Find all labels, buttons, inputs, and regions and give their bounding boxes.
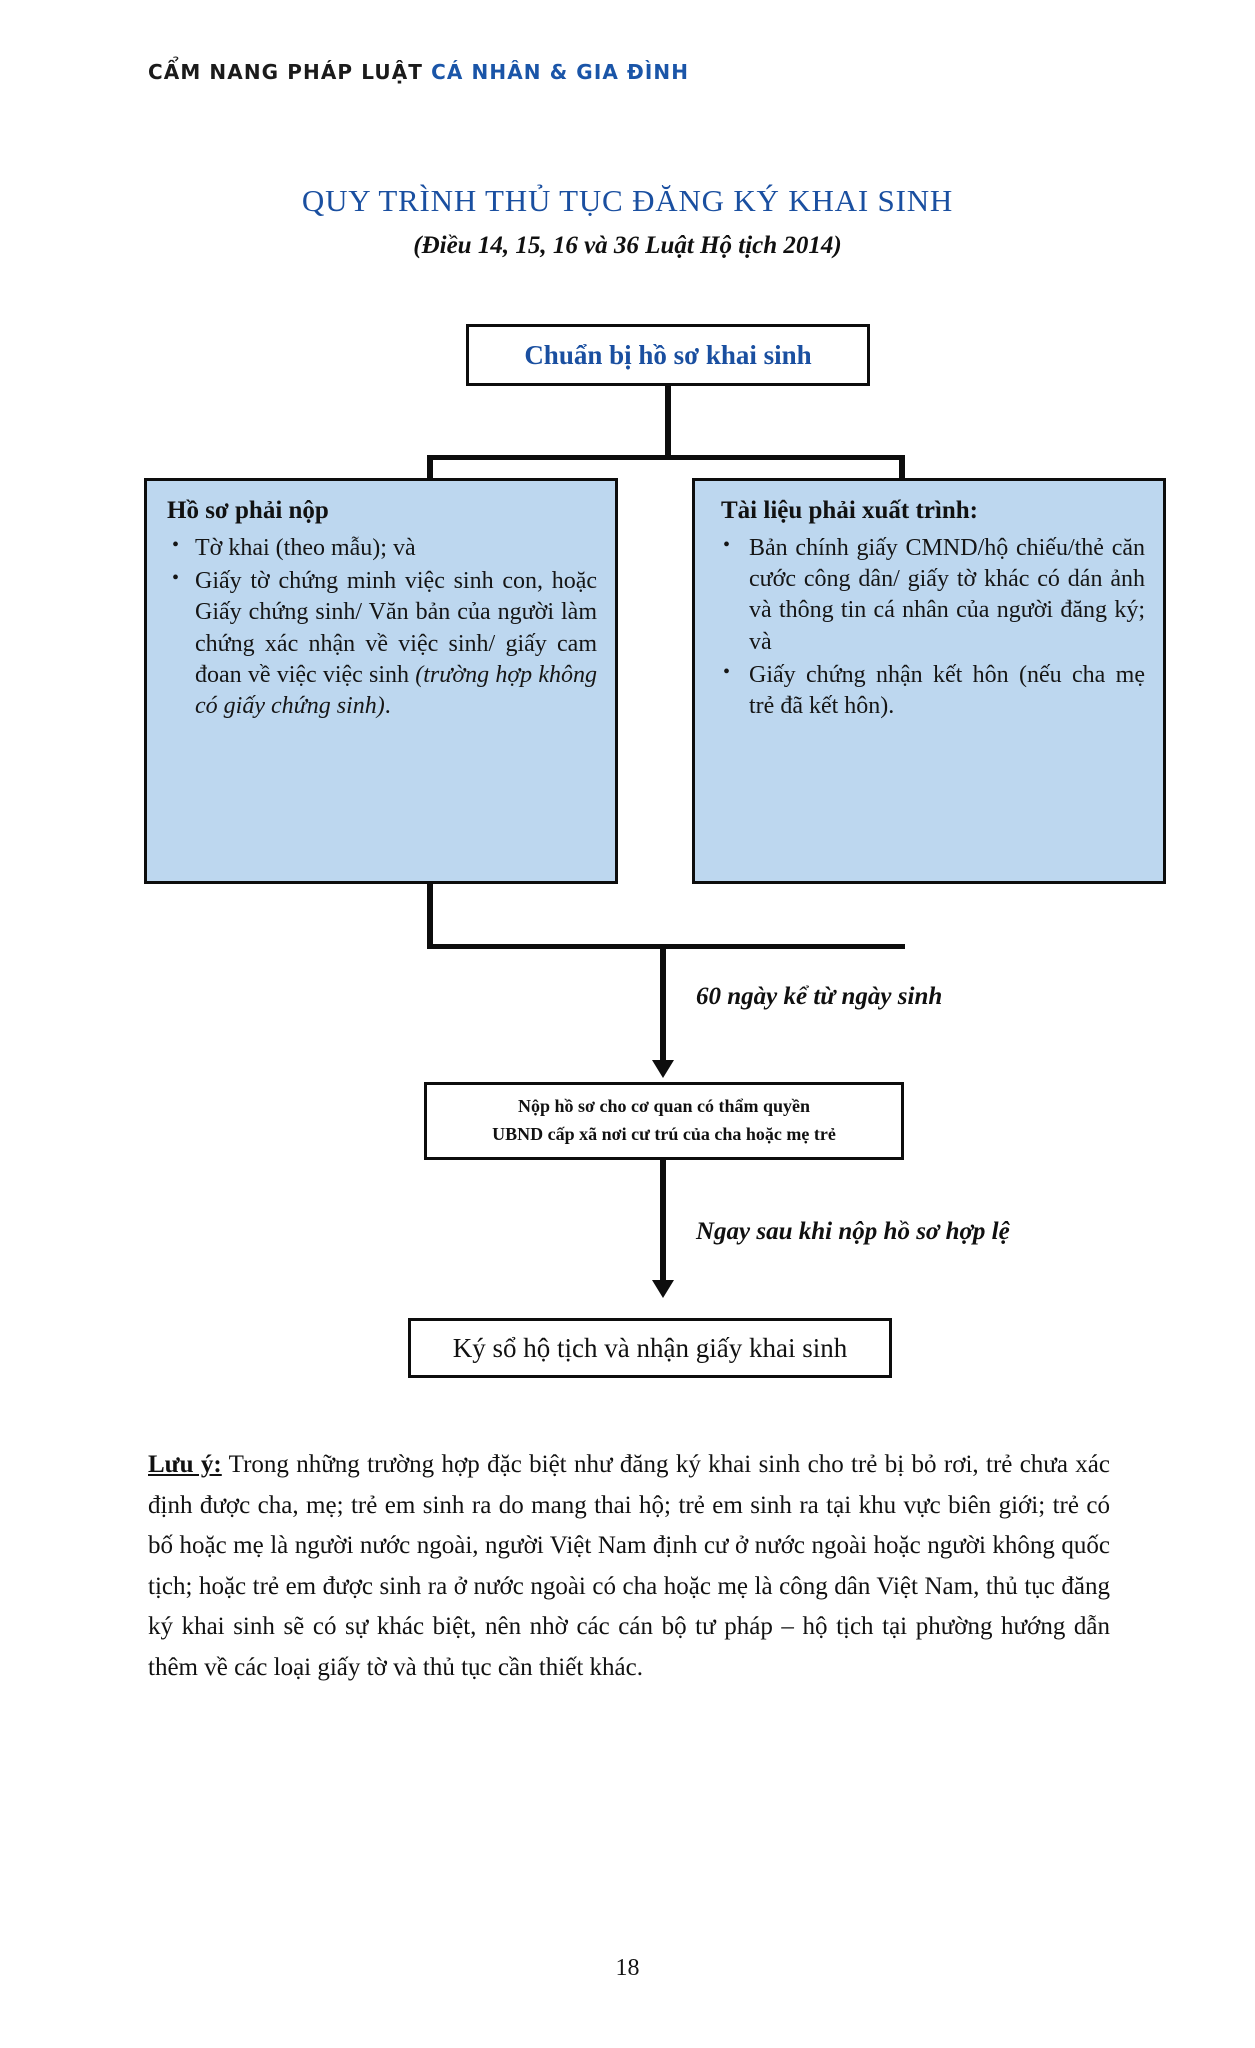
arrow-to-final-box	[652, 1280, 674, 1298]
arrow-to-submit-box	[652, 1060, 674, 1078]
page-number: 18	[615, 1955, 640, 1981]
connector-prepare-down	[665, 386, 671, 458]
list-item	[713, 660, 1145, 722]
page-title: QUY TRÌNH THỦ TỤC ĐĂNG KÝ KHAI SINH	[301, 183, 954, 218]
box-documents-to-present	[692, 478, 1166, 884]
node-prepare-dossier	[466, 324, 870, 386]
page-subtitle: (Điều 14, 15, 16 và 36 Luật Hộ tịch 2014)	[413, 232, 842, 259]
node-register-and-receive	[408, 1318, 892, 1378]
list-item-text: Giấy tờ chứng minh việc sinh con, hoặc Giấy chứng sinh/ Văn bản của người làm chứng xác nhận về việc sinh/ giấy cam đoan về việc việc sinh	[195, 568, 597, 688]
node-submit-dossier	[424, 1082, 904, 1160]
list-item-emphasis: (trường hợp không có giấy chứng sinh)	[195, 661, 598, 719]
list-item	[165, 566, 597, 722]
list-item	[165, 533, 597, 564]
list-item	[713, 533, 1145, 658]
connector-split-horizontal	[427, 455, 905, 460]
node-submit-line1: Nộp hồ sơ cho cơ quan có thẩm quyền	[518, 1096, 810, 1117]
node-submit-line2: UBND cấp xã nơi cư trú của cha hoặc mẹ trẻ	[492, 1124, 836, 1144]
list-item-text: Giấy chứng nhận kết hôn (nếu cha mẹ trẻ đã kết hôn).	[749, 661, 1145, 719]
note-text: Trong những trường hợp đặc biệt như đăng ký khai sinh cho trẻ bị bỏ rơi, trẻ chưa xác định được cha, mẹ; trẻ em sinh ra do mang thai hộ; trẻ em sinh ra tại khu vực biên giới; trẻ có bố hoặc mẹ là người nước ngoài, người Việt Nam định cư ở nước ngoài hoặc người không quốc tịch; hoặc trẻ em được sinh ra ở nước ngoài có cha hoặc mẹ là công dân Việt Nam, thủ tục đăng ký khai sinh sẽ có sự khác biệt, nên nhờ các cán bộ tư pháp – hộ tịch tại phường hướng dẫn thêm về các loại giấy tờ và thủ tục cần thiết khác.	[148, 1451, 1110, 1681]
note-label: Lưu ý:	[148, 1451, 222, 1478]
documents-to-present-list	[713, 533, 1145, 722]
node-prepare-label: Chuẩn bị hồ sơ khai sinh	[524, 339, 812, 370]
list-item-tail: .	[384, 692, 391, 719]
required-documents-list	[165, 533, 597, 722]
node-final-label: Ký sổ hộ tịch và nhận giấy khai sinh	[452, 1332, 848, 1363]
header-blue-text: CÁ NHÂN & GIA ĐÌNH	[431, 60, 690, 84]
connector-merge-horizontal	[427, 944, 905, 949]
note-paragraph	[148, 1445, 1110, 1688]
connector-left-box-down	[427, 884, 433, 948]
header-black-text: CẨM NANG PHÁP LUẬT	[148, 60, 424, 84]
edge-label-deadline: 60 ngày kể từ ngày sinh	[696, 983, 943, 1010]
list-item-text: Tờ khai (theo mẫu); và	[195, 535, 416, 561]
edge-label-immediate: Ngay sau khi nộp hồ sơ hợp lệ	[696, 1218, 1010, 1245]
box-required-documents	[144, 478, 618, 884]
box-required-documents-heading: Hồ sơ phải nộp	[167, 497, 329, 524]
connector-submit-down	[660, 1160, 666, 1282]
list-item-text: Bản chính giấy CMND/hộ chiếu/thẻ căn cước công dân/ giấy tờ khác có dán ảnh và thông tin cá nhân của người đăng ký; và	[749, 535, 1145, 655]
connector-merge-down	[660, 944, 666, 1062]
box-documents-to-present-heading: Tài liệu phải xuất trình:	[721, 497, 978, 524]
